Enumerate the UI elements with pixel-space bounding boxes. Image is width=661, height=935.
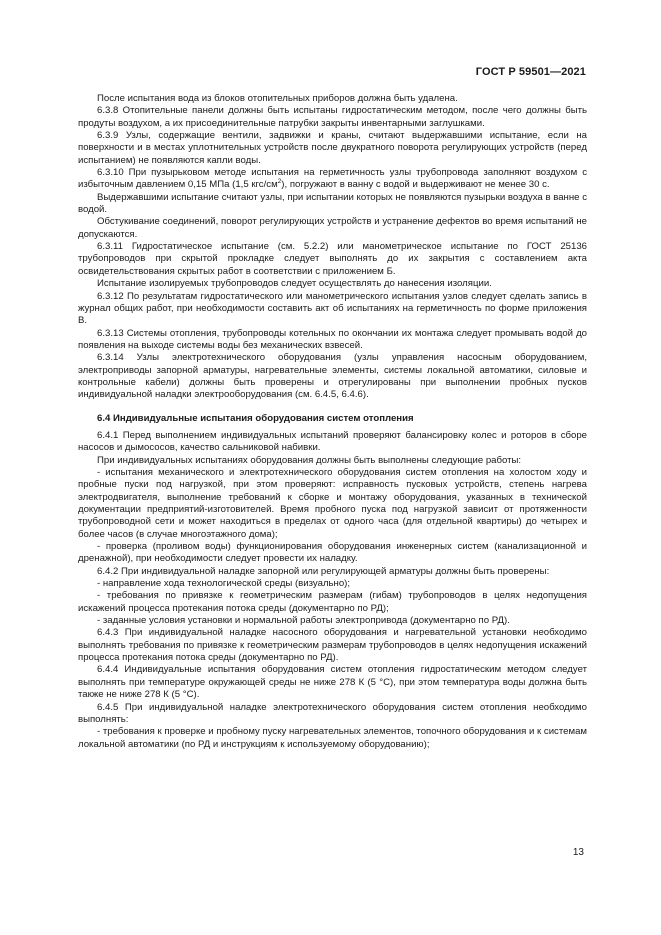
standard-number: ГОСТ Р 59501—2021 (475, 66, 586, 78)
paragraph: Испытание изолируемых трубопроводов следует осуществлять до нанесения изоляции. (97, 278, 492, 290)
paragraph: 6.3.12 По результатам гидростатического или манометрического испытания узлов следует сделать запись в журнал общих работ, при необходимости составить акт об испытаниях на герметичность по форме приложения В. (78, 290, 587, 327)
paragraph: 6.3.8 Отопительные панели должны быть испытаны гидростатическим методом, после чего должны быть продуты воздухом, а их присоединительные патрубки закрыты инвентарными заглушками. (78, 105, 587, 129)
paragraph: После испытания вода из блоков отопительных приборов должна быть удалена. (97, 93, 458, 104)
paragraph: Выдержавшими испытание считают узлы, при испытании которых не появляются пузырьки воздуха в ванне с водой. (78, 191, 587, 216)
paragraph: 6.3.11 Гидростатическое испытание (см. 5.2.2) или манометрическое испытание по ГОСТ 25136 трубопроводов при скрытой прокладке следует выполнять до их закрытия с составлением акта освидетельствования скрытых работ в соответствии с приложением Б. (78, 241, 587, 277)
paragraph: 6.3.14 Узлы электротехнического оборудования (узлы управления насосным оборудованием, электроприводы запорной арматуры, нагревательные элементы, системы локальной автоматики, силовые и контрольные кабели) должны быть проверены и отрегулированы при выполнении пробных пусков индивидуальной наладки электрооборудования (см. 6.4.5, 6.4.6). (78, 352, 587, 401)
paragraph: 6.4.1 Перед выполнением индивидуальных испытаний проверяют балансировку колес и роторов в сборе насосов и дымососов, качество сальниковой набивки. (78, 429, 587, 454)
page-number: 13 (572, 847, 584, 858)
paragraph-text-tail: ), погружают в ванну с водой и выдерживают не менее 30 с. (281, 179, 550, 191)
list-item: - требования по привязке к геометрическим размерам (гибам) трубопроводов в целях недопущения искажений процесса протекания потока среды (документарно по РД); (78, 590, 587, 614)
paragraph: При индивидуальных испытаниях оборудования должны быть выполнены следующие работы: (97, 454, 522, 466)
list-item: - испытания механического и электротехнического оборудования систем отопления на холостом ходу и пробные пуски под нагрузкой, при этом проверяют: исправность пусковых устройств, степень нагрева электродвигателя, выполнение требований к сборке и монтажу оборудования, указанных в технической документации предприятий-изготовителей. Время пробного пуска под нагрузкой зависит от протяженности трубопроводной сети и может находиться в пределах от одного часа (для отдельной квартиры) до четырех и более часов (в случае многоэтажного дома); (78, 466, 587, 540)
paragraph: 6.4.5 При индивидуальной наладке электротехнического оборудования систем отопления необходимо выполнять: (78, 701, 587, 725)
paragraph: 6.3.9 Узлы, содержащие вентили, задвижки и краны, считают выдержавшими испытание, если на поверхности и в местах уплотнительных устройств после двукратного поворота регулирующих устройств (перед испытанием) не появляются капли воды. (78, 130, 587, 166)
paragraph: 6.4.4 Индивидуальные испытания оборудования систем отопления гидростатическим методом следует выполнять при температуре окружающей среды не ниже 278 К (5 °С), при этом температура воды должна быть также не ниже 278 К (5 °С). (78, 664, 587, 701)
paragraph: 6.4.2 При индивидуальной наладке запорной или регулирующей арматуры должны быть проверены: (97, 565, 550, 577)
paragraph: 6.4.3 При индивидуальной наладке насосного оборудования и нагревательной установки необходимо выполнять требования по привязке к геометрическим размерам трубопроводов в целях недопущения искажений процесса протекания потока среды (документарно по РД). (78, 627, 587, 664)
paragraph: 6.3.13 Системы отопления, трубопроводы котельных по окончании их монтажа следует промывать водой до появления на выходе системы воды без механических взвесей. (78, 327, 587, 351)
paragraph-pressure (78, 167, 587, 192)
superscript: 2 (277, 178, 282, 186)
section-heading: 6.4 Индивидуальные испытания оборудования систем отопления (97, 412, 414, 424)
list-item: - проверка (проливом воды) функционирования оборудования инженерных систем (канализационной и дренажной), при необходимости следует провести их наладку. (78, 541, 587, 565)
list-item: - заданные условия установки и нормальной работы электропривода (документарно по РД). (97, 615, 510, 627)
document-body (78, 93, 587, 751)
paragraph-text: 6.3.10 При пузырьковом методе испытания на герметичность узлы трубопровода заполняют воздухом с избыточным давлением 0,15 МПа (1,5 кгс/см (78, 167, 587, 191)
paragraph: Обстукивание соединений, поворот регулирующих устройств и устранение дефектов во время испытаний не допускаются. (78, 216, 587, 240)
list-item: - требования к проверке и пробному пуску нагревательных элементов, топочного оборудования и к системам локальной автоматики (по РД и инструкциям к используемому оборудованию); (78, 726, 587, 750)
list-item: - направление хода технологической среды (визуально); (97, 578, 351, 590)
